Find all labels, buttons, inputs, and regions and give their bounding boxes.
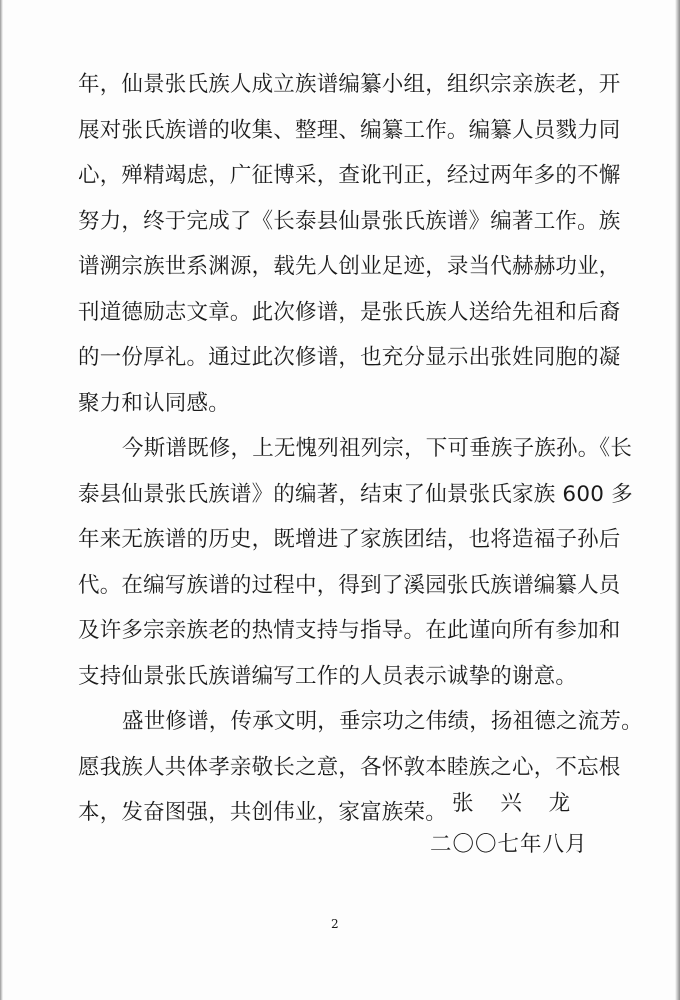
paragraph-2-line-2: 泰县仙景张氏族谱》的编著，结束了仙景张氏家族 600 多	[78, 481, 633, 507]
scan-shadow-left	[0, 0, 3, 1000]
paragraph-2-line-3: 年来无族谱的历史，既增进了家族团结，也将造福子孙后	[78, 527, 621, 552]
paragraph-1-line-6: 刊道德励志文章。此次修谱，是张氏族人送给先祖和后裔	[78, 299, 621, 325]
paragraph-2-line-6: 支持仙景张氏族谱编写工作的人员表示诚挚的谢意。	[78, 663, 578, 689]
paragraph-2-line-1: 今斯谱既修，上无愧列祖列宗，下可垂族子族孙。《长	[122, 436, 633, 461]
body-text	[78, 62, 643, 836]
paragraph-1-line-2: 展对张氏族谱的收集、整理、编纂工作。编纂人员戮力同	[78, 117, 621, 143]
author-signature: 张 兴 龙	[452, 791, 581, 816]
paragraph-2-line-5: 及许多宗亲族老的热情支持与指导。在此谨向所有参加和	[78, 618, 621, 643]
page-number: 2	[331, 917, 339, 931]
paragraph-1-line-7: 的一份厚礼。通过此次修谱，也充分显示出张姓同胞的凝	[78, 345, 621, 370]
paragraph-1-line-1: 年，仙景张氏族人成立族谱编纂小组，组织宗亲族老，开	[78, 72, 621, 97]
paragraph-2-line-4: 代。在编写族谱的过程中，得到了溪园张氏族谱编纂人员	[78, 572, 621, 598]
paragraph-3-line-1: 盛世修谱，传承文明，垂宗功之伟绩，扬祖德之流芳。	[122, 709, 643, 734]
paragraph-3-line-2: 愿我族人共体孝亲敬长之意，各怀敦本睦族之心，不忘根	[78, 754, 621, 780]
scan-shadow-right	[675, 0, 680, 1000]
paragraph-3-line-3: 本，发奋图强，共创伟业，家富族荣。	[78, 800, 447, 825]
paragraph-1-line-4: 努力，终于完成了《长泰县仙景张氏族谱》编著工作。族	[78, 208, 621, 234]
paragraph-1-line-3: 心，殚精竭虑，广征博采，查讹刊正，经过两年多的不懈	[78, 163, 621, 188]
paragraph-1-line-5: 谱溯宗族世系渊源，载先人创业足迹，录当代赫赫功业，	[78, 254, 621, 279]
signature-date: 二〇〇七年八月	[430, 832, 588, 857]
paragraph-1-line-8: 聚力和认同感。	[78, 390, 230, 416]
